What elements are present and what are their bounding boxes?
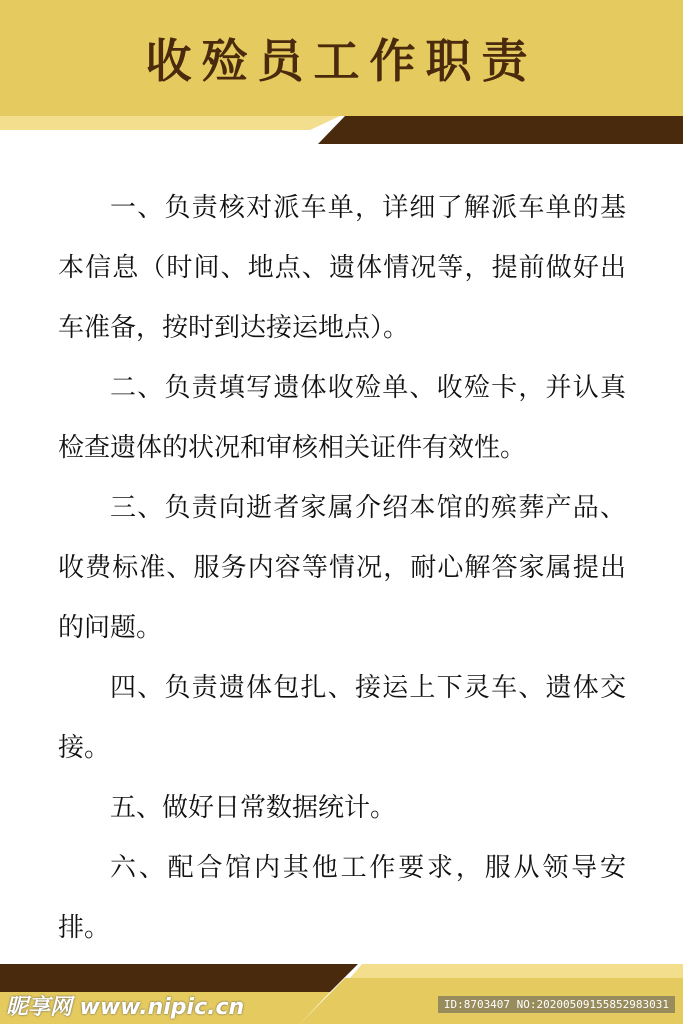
- duty-paragraph-2: 二、负责填写遗体收殓单、收殓卡，并认真检查遗体的状况和审核相关证件有效性。: [58, 373, 626, 463]
- watermark-id: ID:8703407 NO:20200509155852983031: [438, 996, 675, 1013]
- duty-paragraph-1: 一、负责核对派车单，详细了解派车单的基本信息（时间、地点、遗体情况等，提前做好出车准备，按时到达接运地点）。: [58, 193, 626, 343]
- duty-paragraph-6: 六、配合馆内其他工作要求，服从领导安排。: [58, 853, 626, 943]
- page-title: 收殓员工作职责: [145, 34, 538, 88]
- header-decor-band: [0, 116, 683, 144]
- duty-paragraph-3: 三、负责向逝者家属介绍本馆的殡葬产品、收费标准、服务内容等情况，耐心解答家属提出的问题。: [58, 493, 626, 643]
- duty-paragraph-5: 五、做好日常数据统计。: [110, 793, 397, 823]
- duties-text: [58, 178, 626, 958]
- duty-paragraph-4: 四、负责遗体包扎、接运上下灵车、遗体交接。: [58, 673, 626, 763]
- watermark-site: 昵享网 www.nipic.cn: [6, 995, 245, 1020]
